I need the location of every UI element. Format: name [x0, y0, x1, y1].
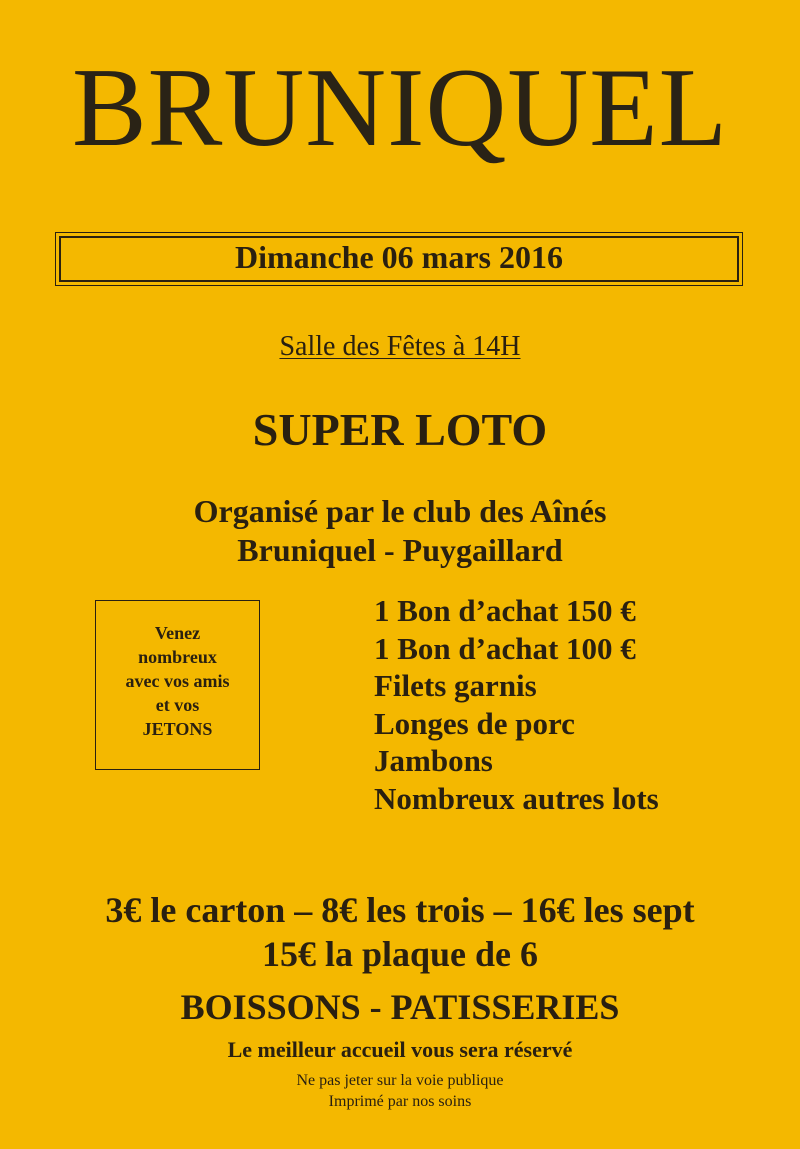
organiser-line-1: Organisé par le club des Aînés: [193, 493, 607, 529]
invitation-line: Venez: [154, 623, 201, 643]
invitation-box: [95, 600, 260, 770]
venue-time-text: Salle des Fêtes à 14H: [279, 331, 521, 362]
invitation-line: avec vos amis: [125, 671, 230, 691]
date-frame: [55, 232, 743, 286]
price-line-2: 15€ la plaque de 6: [261, 934, 539, 974]
prize-item: 1 Bon d’achat 150 €: [374, 593, 636, 628]
prize-item: Longes de porc: [374, 705, 575, 741]
prize-item: Nombreux autres lots: [374, 780, 659, 816]
invitation-line: et vos: [155, 695, 200, 715]
prize-item: Filets garnis: [374, 668, 537, 704]
invitation-line: nombreux: [138, 647, 217, 667]
price-line-1: 3€ le carton – 8€ les trois – 16€ les sept: [105, 890, 695, 930]
organiser-line-2: Bruniquel - Puygaillard: [237, 532, 563, 568]
prize-item: Jambons: [374, 743, 493, 779]
welcome-line: Le meilleur accueil vous sera réservé: [227, 1037, 573, 1062]
event-name: SUPER LOTO: [252, 404, 548, 455]
disposal-note: Ne pas jeter sur la voie publique: [296, 1072, 504, 1089]
refreshments-line: BOISSONS - PATISSERIES: [180, 987, 620, 1027]
event-date: Dimanche 06 mars 2016: [235, 239, 563, 275]
poster-title: BRUNIQUEL: [71, 46, 729, 170]
prize-item: 1 Bon d’achat 100 €: [374, 630, 636, 666]
printer-note: Imprimé par nos soins: [328, 1093, 472, 1110]
invitation-line: JETONS: [142, 719, 213, 739]
venue-time: [0, 330, 800, 364]
prize-list: [374, 592, 659, 818]
